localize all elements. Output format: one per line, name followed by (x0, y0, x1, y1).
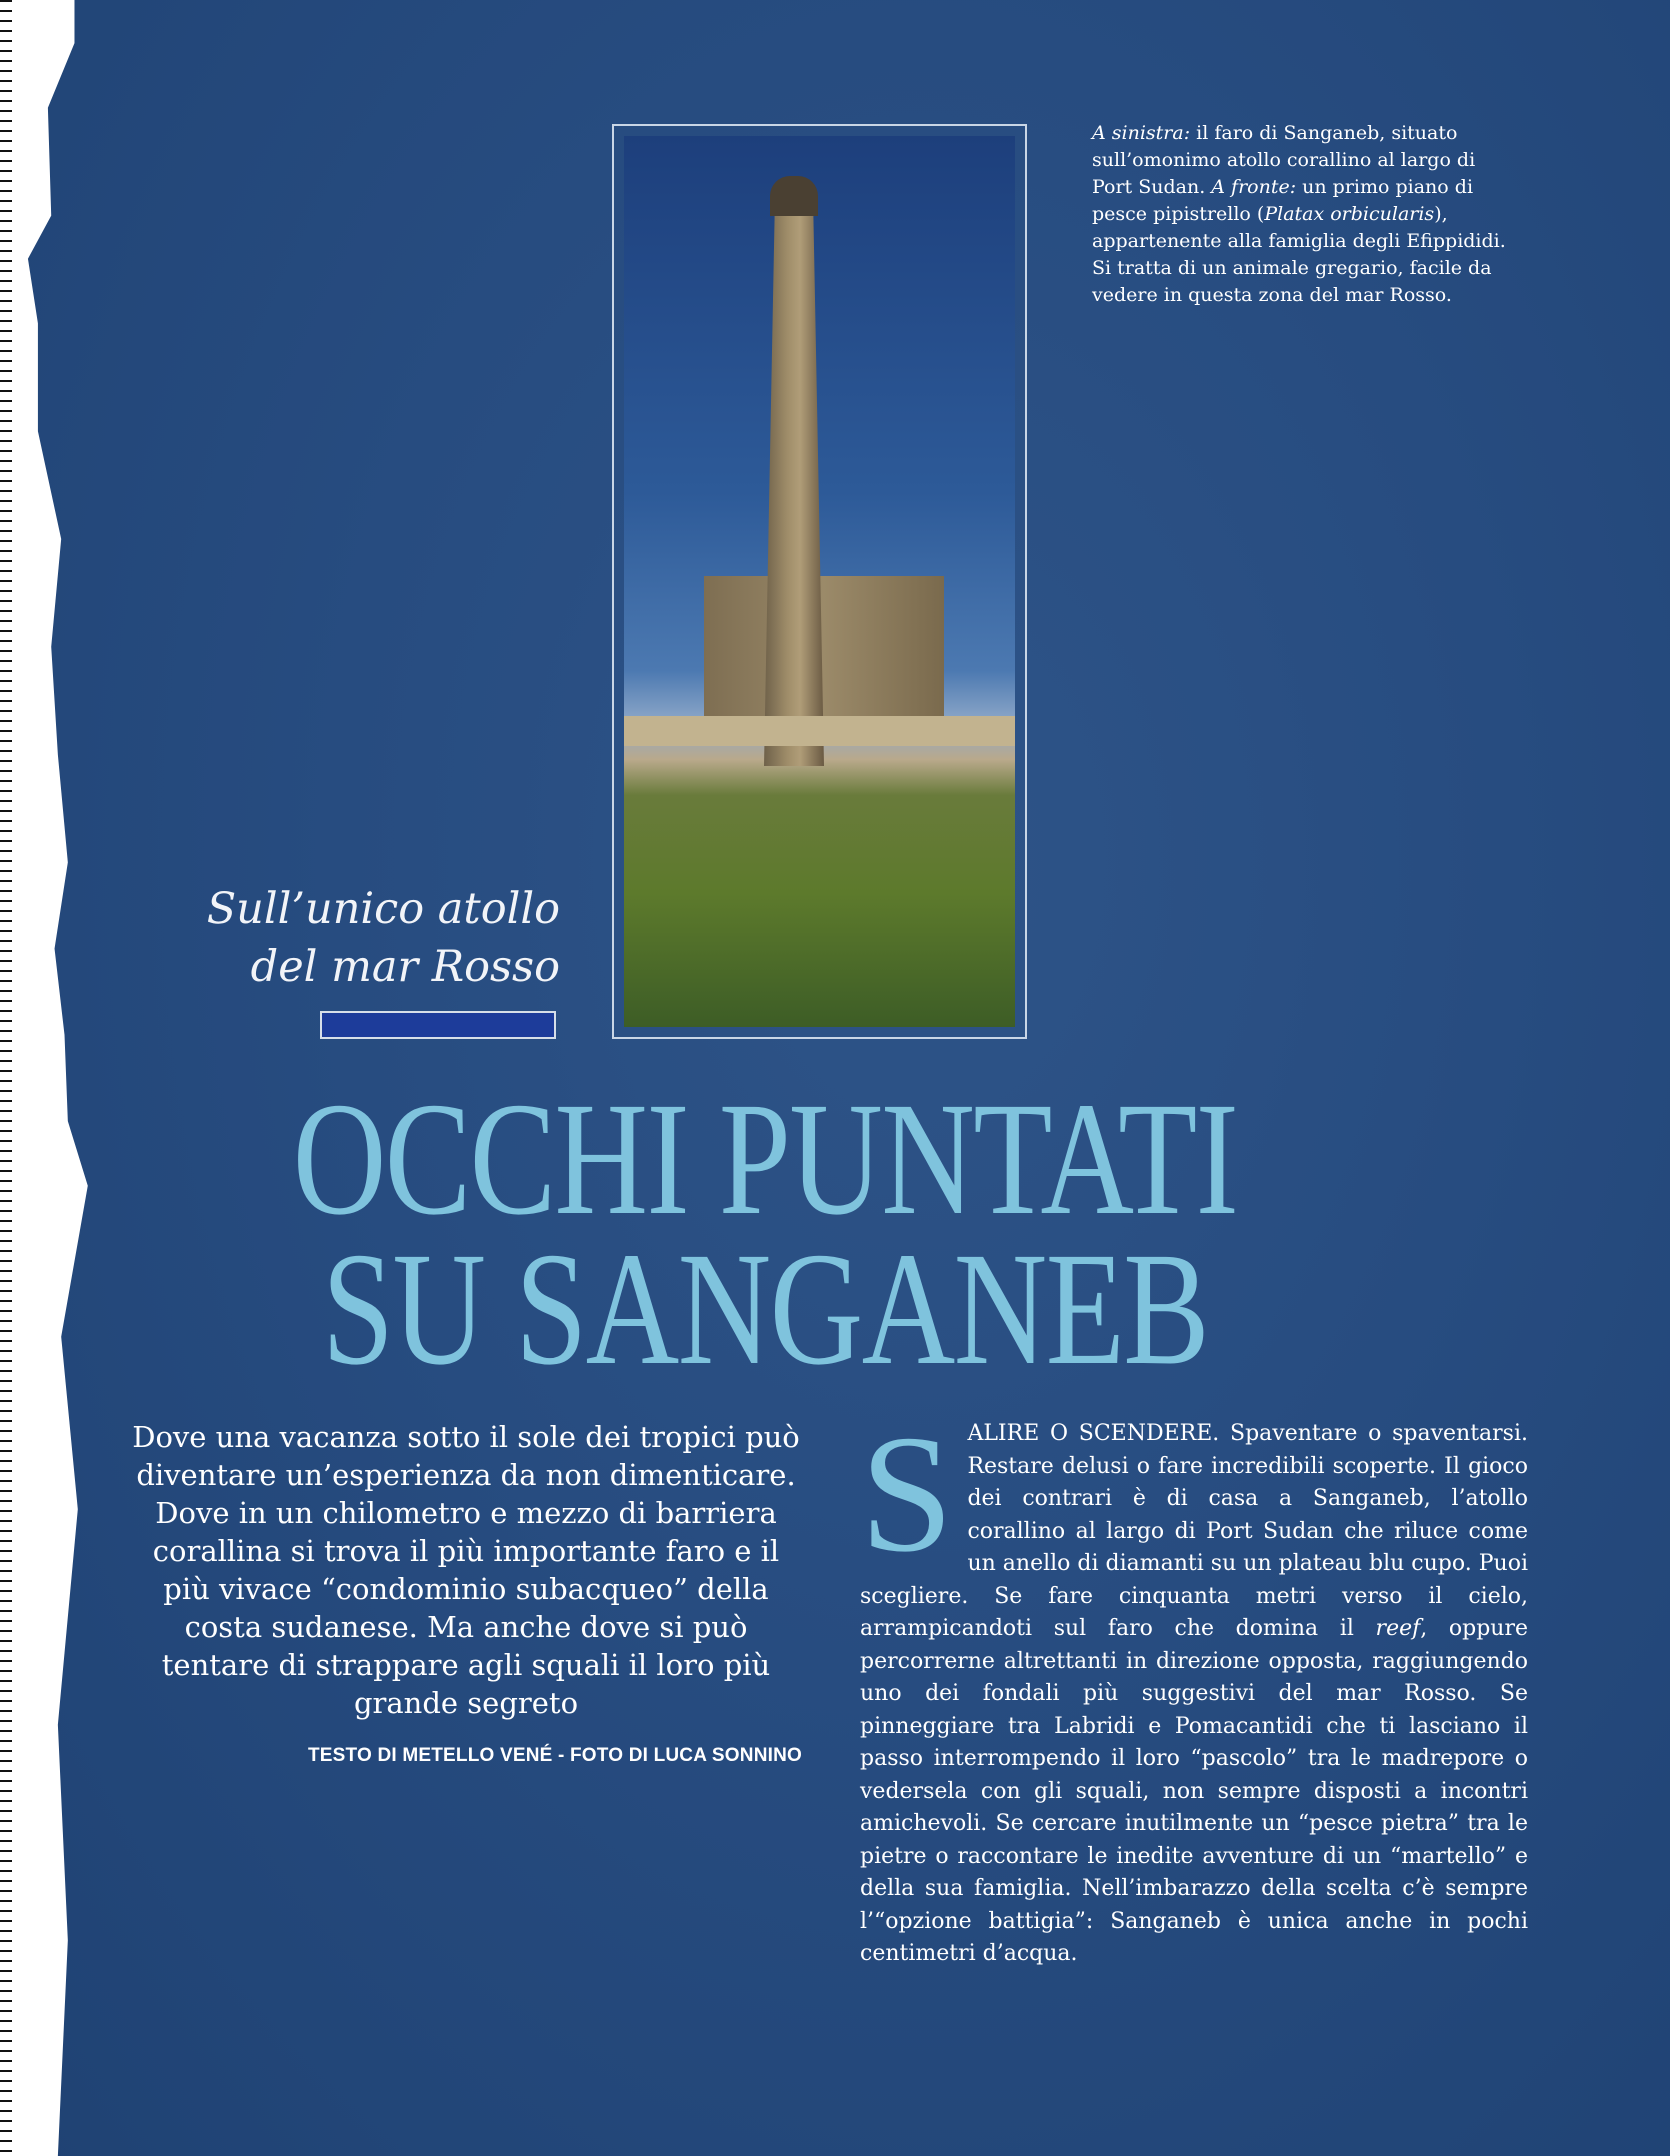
kicker-accent-bar (320, 1011, 556, 1039)
caption-text-3: ), appartenente alla famiglia degli Efippididi. Si tratta di un animale gregario, facile da vedere in questa zona del mar Rosso. (1092, 203, 1506, 306)
kicker-line-1: Sull’unico atollo (206, 884, 560, 934)
caption-text-2: un primo piano di pesce pipistrello ( (1092, 176, 1474, 225)
caption-species: Platax orbicularis (1264, 203, 1435, 225)
headline (265, 1070, 1265, 1399)
quay (624, 716, 1015, 746)
torn-page-edge (0, 0, 12, 2156)
photo-caption (1092, 120, 1512, 309)
credits: TESTO DI METELLO VENÉ - FOTO DI LUCA SONNINO (307, 1745, 802, 1766)
kicker (160, 880, 560, 996)
caption-label-front: A fronte: (1211, 176, 1297, 198)
kicker-line-2: del mar Rosso (250, 942, 560, 992)
headline-line-2: SU SANGANEB (321, 1220, 1209, 1399)
caption-text-1: il faro di Sanganeb, situato sull’omonimo atollo corallino al largo di Port Sudan. (1092, 122, 1476, 198)
article-body (860, 1401, 1529, 1971)
photo-frame (612, 124, 1027, 1039)
body-part-1: ALIRE O SCENDERE. Spaventare o spaventarsi. Restare delusi o fare incredibili scoperte. Il gioco dei contrari è di casa a Sanganeb, l’atollo corallino al largo di Port Sudan che riluce come un anello di diamanti su un plateau blu cupo. Puoi scegliere. Se fare cinquanta metri verso il cielo, arrampicandoti sul faro che domina il (860, 1421, 1528, 1641)
lighthouse-lantern (770, 176, 818, 216)
lighthouse-photo (624, 136, 1015, 1027)
headline-line-1: OCCHI PUNTATI (292, 1070, 1238, 1249)
standfirst: Dove una vacanza sotto il sole dei tropici può diventare un’esperienza da non dimenticare. Dove in un chilometro e mezzo di barriera corallina si trova il più importante faro e il più vivace “condominio subacqueo” della costa sudanese. Ma anche dove si può tentare di strappare agli squali il loro più grande segreto (132, 1420, 800, 1720)
lighthouse-building (704, 576, 944, 716)
body-reef: reef (1375, 1616, 1421, 1641)
caption-label-left: A sinistra: (1092, 122, 1191, 144)
lighthouse-tower (764, 206, 824, 766)
body-part-2: , oppure percorrerne altrettanti in direzione opposta, raggiungendo uno dei fondali più suggestivi del mar Rosso. Se pinneggiare tra Labridi e Pomacantidi che ti lasciano il passo interrompendo il loro “pascolo” tra le madrepore o vedersela con gli squali, non sempre disposti a incontri amichevoli. Se cercare inutilmente un “pesce pietra” tra le pietre o raccontare le inedite avventure di un “martello” e della sua famiglia. Nell’imbarazzo della scelta c’è sempre l’“opzione battigia”: Sanganeb è unica anche in pochi centimetri d’acqua. (860, 1616, 1529, 1966)
drop-cap: S (860, 1401, 954, 1587)
